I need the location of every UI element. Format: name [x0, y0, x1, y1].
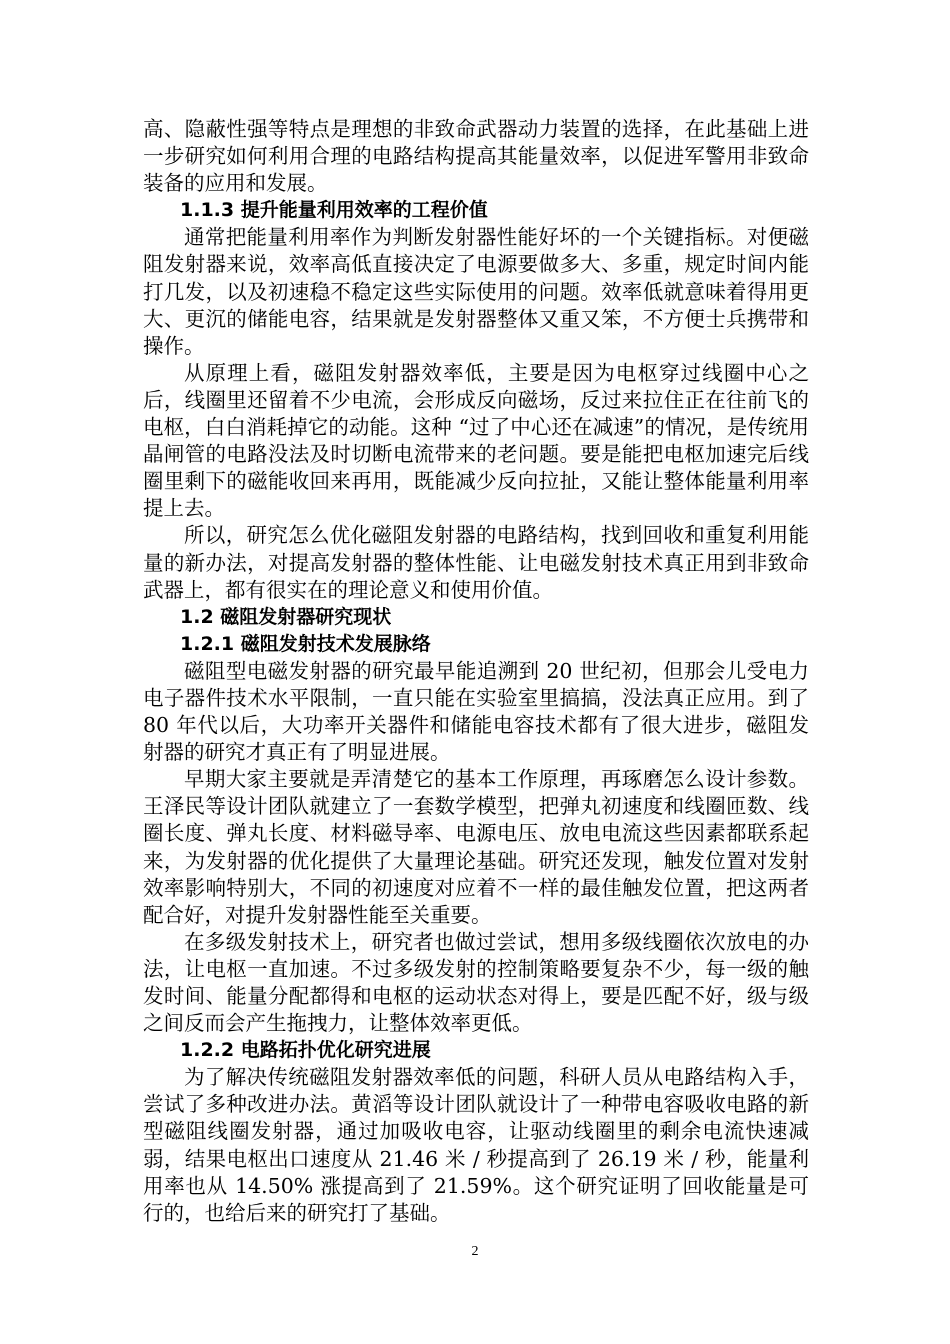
section-heading-1-1-3: 1.1.3 提升能量利用效率的工程价值	[180, 199, 488, 222]
section-heading-1-2-1: 1.2.1 磁阻发射技术发展脉络	[180, 632, 431, 655]
body-paragraph: 为了解决传统磁阻发射器效率低的问题，科研人员从电路结构入手，尝试了多种改进办法。黄滔等设计团队就设计了一种带电容吸收电路的新型磁阻线圈发射器，通过加吸收电容，让驱动线圈里的剩余电流快速减弱，结果电枢出口速度从 21.46 米 / 秒提高到了 26.19 米 / 秒，能量利用率也从 14.50% 涨提高到了 21.59%。这个研究证明了回收能量是可行的，也给后来的研究打了基础。	[143, 1065, 809, 1225]
body-paragraph: 早期大家主要就是弄清楚它的基本工作原理，再琢磨怎么设计参数。王泽民等设计团队就建立了一套数学模型，把弹丸初速度和线圈匝数、线圈长度、弹丸长度、材料磁导率、电源电压、放电电流这些因素都联系起来，为发射器的优化提供了大量理论基础。研究还发现，触发位置对发射效率影响特别大，不同的初速度对应着不一样的最佳触发位置，把这两者配合好，对提升发射器性能至关重要。	[143, 767, 809, 927]
section-heading-1-2: 1.2 磁阻发射器研究现状	[180, 605, 392, 628]
body-paragraph: 通常把能量利用率作为判断发射器性能好坏的一个关键指标。对便磁阻发射器来说，效率高低直接决定了电源要做多大、多重，规定时间内能打几发，以及初速稳不稳定这些实际使用的问题。效率低就意味着得用更大、更沉的储能电容，结果就是发射器整体又重又笨，不方便士兵携带和操作。	[143, 225, 809, 358]
body-paragraph: 高、隐蔽性强等特点是理想的非致命武器动力装置的选择，在此基础上进一步研究如何利用合理的电路结构提高其能量效率，以促进军警用非致命装备的应用和发展。	[143, 117, 809, 196]
page-number: 2	[471, 1244, 479, 1259]
section-heading-1-2-2: 1.2.2 电路拓扑优化研究进展	[180, 1039, 431, 1062]
body-paragraph: 所以，研究怎么优化磁阻发射器的电路结构，找到回收和重复利用能量的新办法，对提高发射器的整体性能、让电磁发射技术真正用到非致命武器上，都有很实在的理论意义和使用价值。	[143, 523, 809, 602]
body-paragraph: 从原理上看，磁阻发射器效率低，主要是因为电枢穿过线圈中心之后，线圈里还留着不少电流，会形成反向磁场，反过来拉住正在往前飞的电枢，白白消耗掉它的动能。这种 “过了中心还在减速”的情况，是传统用晶闸管的电路没法及时切断电流带来的老问题。要是能把电枢加速完后线圈里剩下的磁能收回来再用，既能减少反向拉扯，又能让整体能量利用率提上去。	[143, 360, 809, 521]
body-paragraph: 磁阻型电磁发射器的研究最早能追溯到 20 世纪初，但那会儿受电力电子器件技术水平限制，一直只能在实验室里搞搞，没法真正应用。到了 80 年代以后，大功率开关器件和储能电容技术都有了很大进步，磁阻发射器的研究才真正有了明显进展。	[143, 658, 809, 765]
page-body	[143, 116, 809, 1227]
body-paragraph: 在多级发射技术上，研究者也做过尝试，想用多级线圈依次放电的办法，让电枢一直加速。不过多级发射的控制策略要复杂不少，每一级的触发时间、能量分配都得和电枢的运动状态对得上，要是匹配不好，级与级之间反而会产生拖拽力，让整体效率更低。	[143, 929, 809, 1036]
